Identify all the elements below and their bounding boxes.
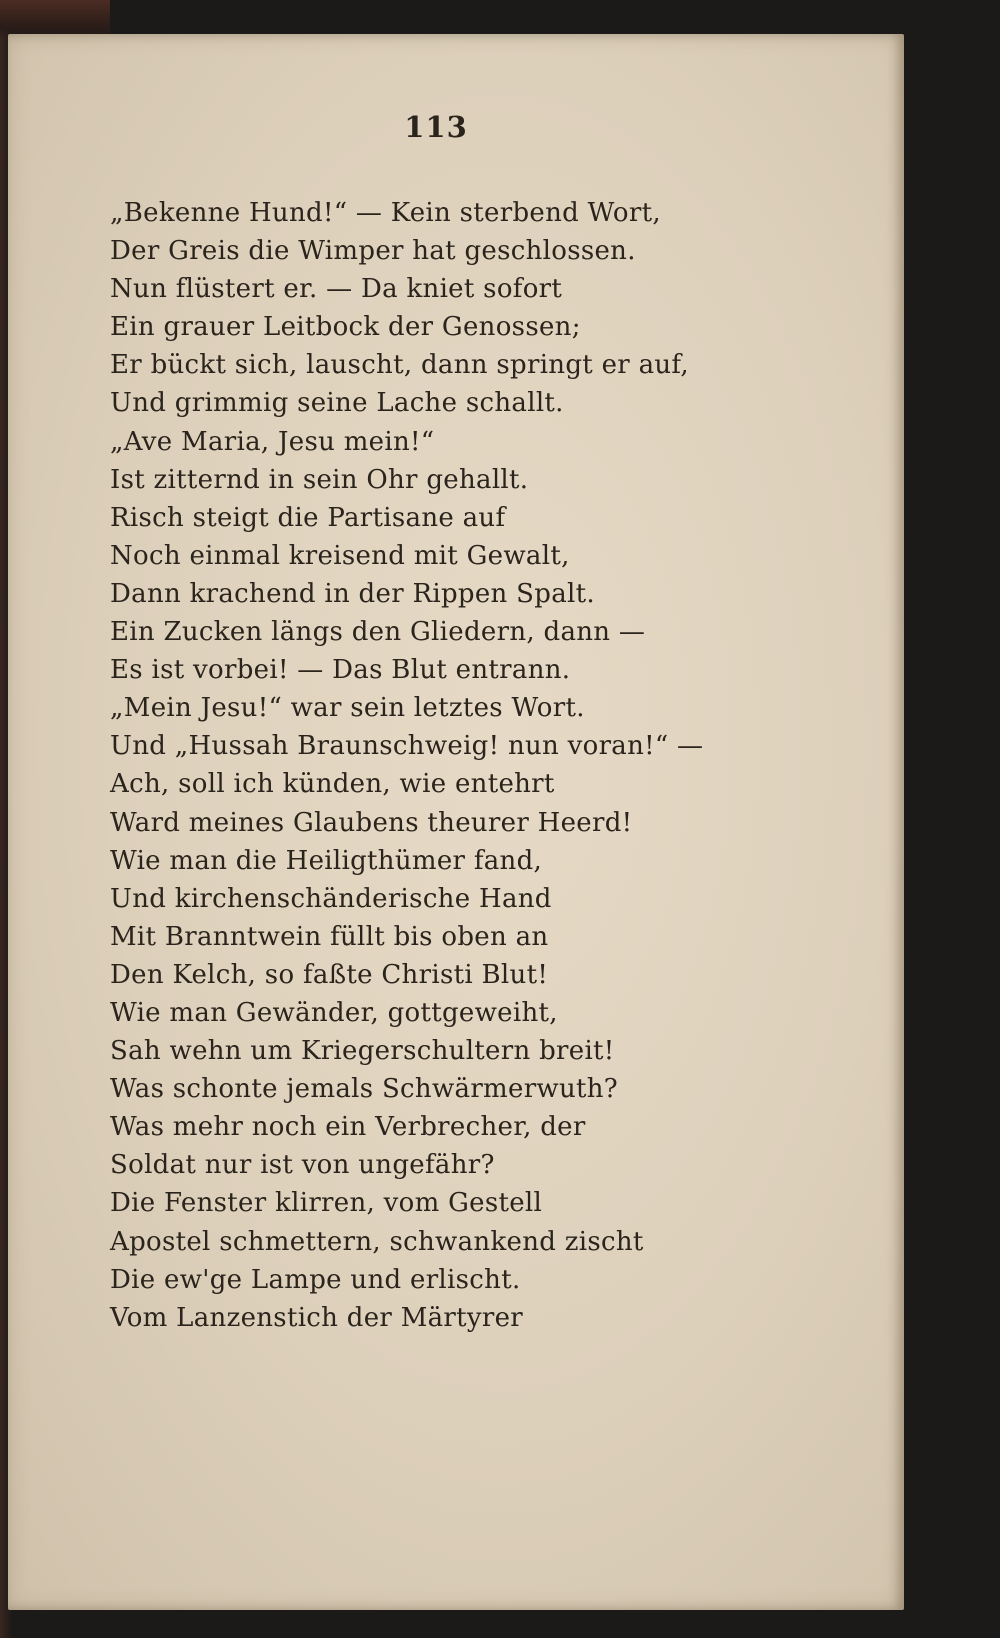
verse-line: Nun flüstert er. — Da kniet sofort: [110, 274, 563, 305]
verse-line: Er bückt sich, lauscht, dann springt er auf,: [110, 350, 689, 381]
verse-line: Die Fenster klirren, vom Gestell: [110, 1188, 543, 1219]
verse-line: Ward meines Glaubens theurer Heerd!: [110, 807, 633, 838]
verse-line: Und kirchenschänderische Hand: [110, 883, 552, 914]
verse-line: Die ew'ge Lampe und erlischt.: [110, 1264, 521, 1295]
verse-line: Was schonte jemals Schwärmerwuth?: [110, 1074, 619, 1105]
verse-line: „Bekenne Hund!“ — Kein sterbend Wort,: [110, 198, 661, 228]
page-number: 113: [404, 110, 468, 144]
verse-line: Ach, soll ich künden, wie entehrt: [110, 769, 555, 800]
verse-line: Und grimmig seine Lache schallt.: [110, 388, 564, 419]
verse-line: Der Greis die Wimper hat geschlossen.: [110, 236, 636, 267]
verse-line: Ein Zucken längs den Gliedern, dann —: [110, 617, 646, 648]
verse-line: Vom Lanzenstich der Märtyrer: [110, 1302, 524, 1333]
verse-line: Sah wehn um Kriegerschultern breit!: [110, 1036, 615, 1067]
poem-verse: [110, 194, 703, 1337]
verse-line: Noch einmal kreisend mit Gewalt,: [110, 540, 570, 571]
verse-line: Wie man Gewänder, gottgeweiht,: [110, 997, 558, 1028]
verse-line: Den Kelch, so faßte Christi Blut!: [110, 959, 549, 990]
verse-line: Was mehr noch ein Verbrecher, der: [110, 1112, 586, 1143]
verse-line: Wie man die Heiligthümer fand,: [110, 845, 543, 876]
verse-line: Apostel schmettern, schwankend zischt: [110, 1226, 644, 1257]
verse-line: „Ave Maria, Jesu mein!“: [110, 426, 435, 457]
verse-line: Und „Hussah Braunschweig! nun voran!“ —: [110, 731, 704, 762]
verse-line: „Mein Jesu!“ war sein letztes Wort.: [110, 693, 585, 724]
book-page: [8, 34, 904, 1610]
verse-line: Dann krachend in der Rippen Spalt.: [110, 578, 595, 609]
verse-line: Mit Branntwein füllt bis oben an: [110, 921, 549, 952]
verse-line: Ist zitternd in sein Ohr gehallt.: [110, 464, 529, 495]
verse-line: Es ist vorbei! — Das Blut entrann.: [110, 655, 571, 686]
verse-line: Risch steigt die Partisane auf: [110, 502, 506, 533]
verse-line: Ein grauer Leitbock der Genossen;: [110, 312, 581, 343]
verse-line: Soldat nur ist von ungefähr?: [110, 1150, 495, 1181]
